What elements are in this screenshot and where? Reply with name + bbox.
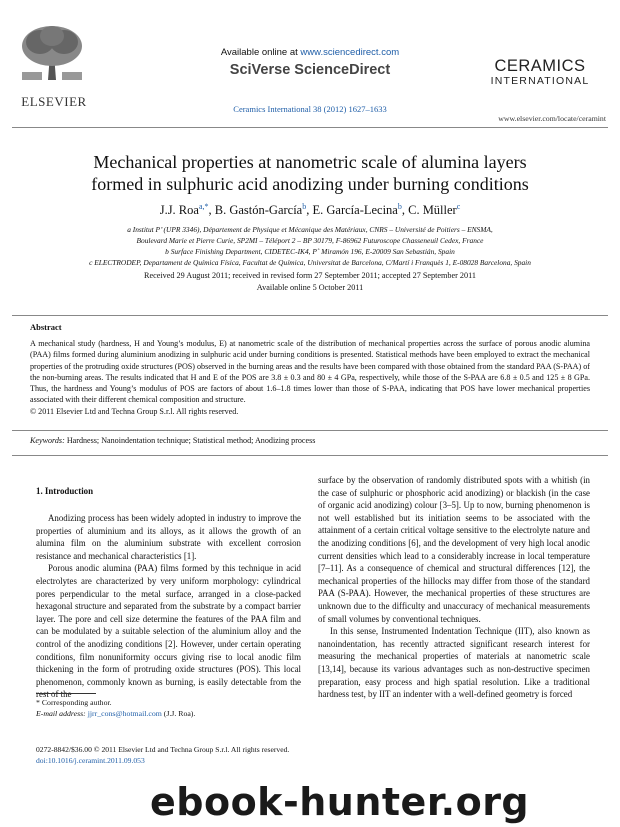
affiliation-b: b Surface Finishing Department, CIDETEC-IK4, P˚ Miramón 196, E-20009 San Sebastián, Spain [165, 247, 455, 256]
author: J.J. Roa$^{a,*}$, [159, 202, 215, 218]
platform-name: SciVerse ScienceDirect [229, 62, 391, 78]
footnote-rule [36, 693, 96, 694]
abstract-text [30, 338, 590, 417]
received-dates: Received 29 August 2011; received in revised form 27 September 2011; accepted 27 September 2011 [144, 271, 476, 280]
abstract-rule [12, 430, 608, 431]
paragraph: surface by the observation of randomly distributed spots with a whitish (in the case of sulphuric or phosphoric acid anodizing) or blackish (in the case of organic acid anodizing) colour [3–5]. Up to now, burning phenomenon is not well established but its initiation seems to be associated with the attainment of a certain critical voltage sensitive to the electrolyte nature and the anodizing conditions [6], and the development of very high local anodic current densities which lead to a considerably increase in local temperature [7–11]. As a consequence of chemical and structural differences [12], the mechanical properties of the hillocks may differ from those of the standard PAA (S-PAA). However, the mechanical properties of these structures are unknown due to the difficulty and unaccuracy of mechanical measurements of small volumes by conventional techniques. [318, 475, 590, 624]
sciencedirect-link[interactable]: www.sciencedirect.com [300, 47, 400, 58]
keywords [30, 436, 315, 445]
email-link[interactable]: jjrr_cons@hotmail.com [87, 709, 162, 718]
publisher-name: ELSEVIER [21, 94, 87, 109]
page-footer [36, 745, 289, 766]
journal-logo-line1: CERAMICS [494, 57, 586, 75]
journal-logo-line2: INTERNATIONAL [490, 75, 590, 87]
affiliation-c: c ELECTRODEP, Departament de Química Física, Facultat de Química, Universitat de Barcelona, C/Martí i Franquès 1, E-08028 Barcelona, Spain [89, 258, 531, 267]
title-rule [12, 315, 608, 316]
abstract-body: A mechanical study (hardness, H and Young’s modulus, E) at nanometric scale of the distribution of mechanical properties across the surface of porous anodic alumina (PAA) films formed during aluminium anodizing in sulphuric acid under burning conditions is presented. Statistical methods have been employed to extract the mechanical properties of the protruding oxide structures (POS) observed in the burning areas and the results have been compared with those obtained from the standard PAA (S-PAA) of the non-burning areas. The results indicated that H and E of the POS are 3.8 ± 0.3 and 80 ± 4 GPa, respectively, while those of the S-PAA are 6.8 ± 0.5 and 125 ± 8 GPa. Thus, the hardness and Young’s modulus of POS are factors of about 1.6–1.8 times lower than those of S-PAA, indicating that POS have lower mechanical properties associated with their different chemical composition and structure. [30, 339, 590, 405]
footnote [36, 697, 301, 719]
title-line-1: Mechanical properties at nanometric scale of alumina layers [93, 152, 527, 172]
author: B. Gastón-García$^b$, [214, 202, 313, 218]
doi-link[interactable]: doi:10.1016/j.ceramint.2011.09.053 [36, 755, 145, 765]
paragraph: Anodizing process has been widely adopted in industry to improve the properties of aluminium and its alloys, as it allows the growth of an alumina film on the aluminium substrate with excellent corrosion resistance and mechanical characteristics [1]. [36, 513, 301, 561]
corresponding-author: * Corresponding author. [36, 698, 112, 707]
article-history [20, 270, 600, 293]
header-rule [12, 127, 608, 128]
paragraph: Porous anodic alumina (PAA) films formed by this technique in acid electrolytes are characterized by very uniform morphology: cylindrical pores perpendicular to the metal surface, arranged in a close-packed hexagonal structure and separated from the substrate by a compact barrier layer. The pore and cell size determine the features of the PAA film and can be modulated by a suitable selection of the aluminium alloy and the control of the anodizing conditions [2]. However, under certain operating conditions, film nonuniformity occurs giving rise to local anodic film thickening in the form of protruding oxide structures (POS). This local phenomenon, commonly known as burning, is easily detectable from the rest of the [36, 563, 301, 700]
keywords-list: Hardness; Nanoindentation technique; Statistical method; Anodizing process [66, 436, 316, 445]
paragraph: In this sense, Instrumented Indentation Technique (IIT), also known as nanoindentation, has recently attracted significant research interest for measuring the mechanical properties of materials at nanometric scale [13,14], because its various advantages such as non-destructive specimen preparation, easy process and high spatial resolution. Like a traditional hardness test, by IIT an indenter with a well-defined geometry is forced [318, 626, 590, 700]
journal-citation[interactable]: Ceramics International 38 (2012) 1627–1633 [233, 104, 387, 114]
keywords-label: Keywords: [30, 436, 65, 445]
affiliation-a-line2: Boulevard Marie et Pierre Curie, SP2MI – Téléport 2 – BP 30179, F-86962 Futuroscope Chasseneuil Cedex, France [136, 236, 484, 245]
affiliation-a-line1: a Institut P’ (UPR 3346), Département de Physique et Mécanique des Matériaux, CNRS – Université de Poitiers – ENSMA, [127, 225, 493, 234]
journal-logo [480, 58, 600, 88]
left-column [36, 512, 301, 701]
abstract-heading: Abstract [30, 322, 62, 332]
title-line-2: formed in sulphuric acid anodizing under burning conditions [91, 174, 529, 194]
article-title [40, 151, 580, 195]
author: E. García-Lecina$^b$, [312, 202, 409, 218]
journal-url[interactable]: www.elsevier.com/locate/ceramint [498, 114, 606, 123]
issn-line: 0272-8842/$36.00 © 2011 Elsevier Ltd and Techna Group S.r.l. All rights reserved. [36, 745, 290, 754]
keywords-rule [12, 455, 608, 456]
watermark: ebook-hunter.org [150, 780, 530, 824]
section-heading: 1. Introduction [36, 486, 94, 496]
available-prefix: Available online at [220, 47, 301, 58]
right-column [318, 474, 590, 701]
author: C. Müller$^c$ [408, 202, 461, 218]
abstract-copyright: © 2011 Elsevier Ltd and Techna Group S.r.l. All rights reserved. [30, 406, 239, 416]
email-line: E-mail address: jjrr_cons@hotmail.com (J.J. Roa). [36, 709, 196, 718]
online-date: Available online 5 October 2011 [256, 282, 364, 292]
author-list [20, 202, 600, 218]
